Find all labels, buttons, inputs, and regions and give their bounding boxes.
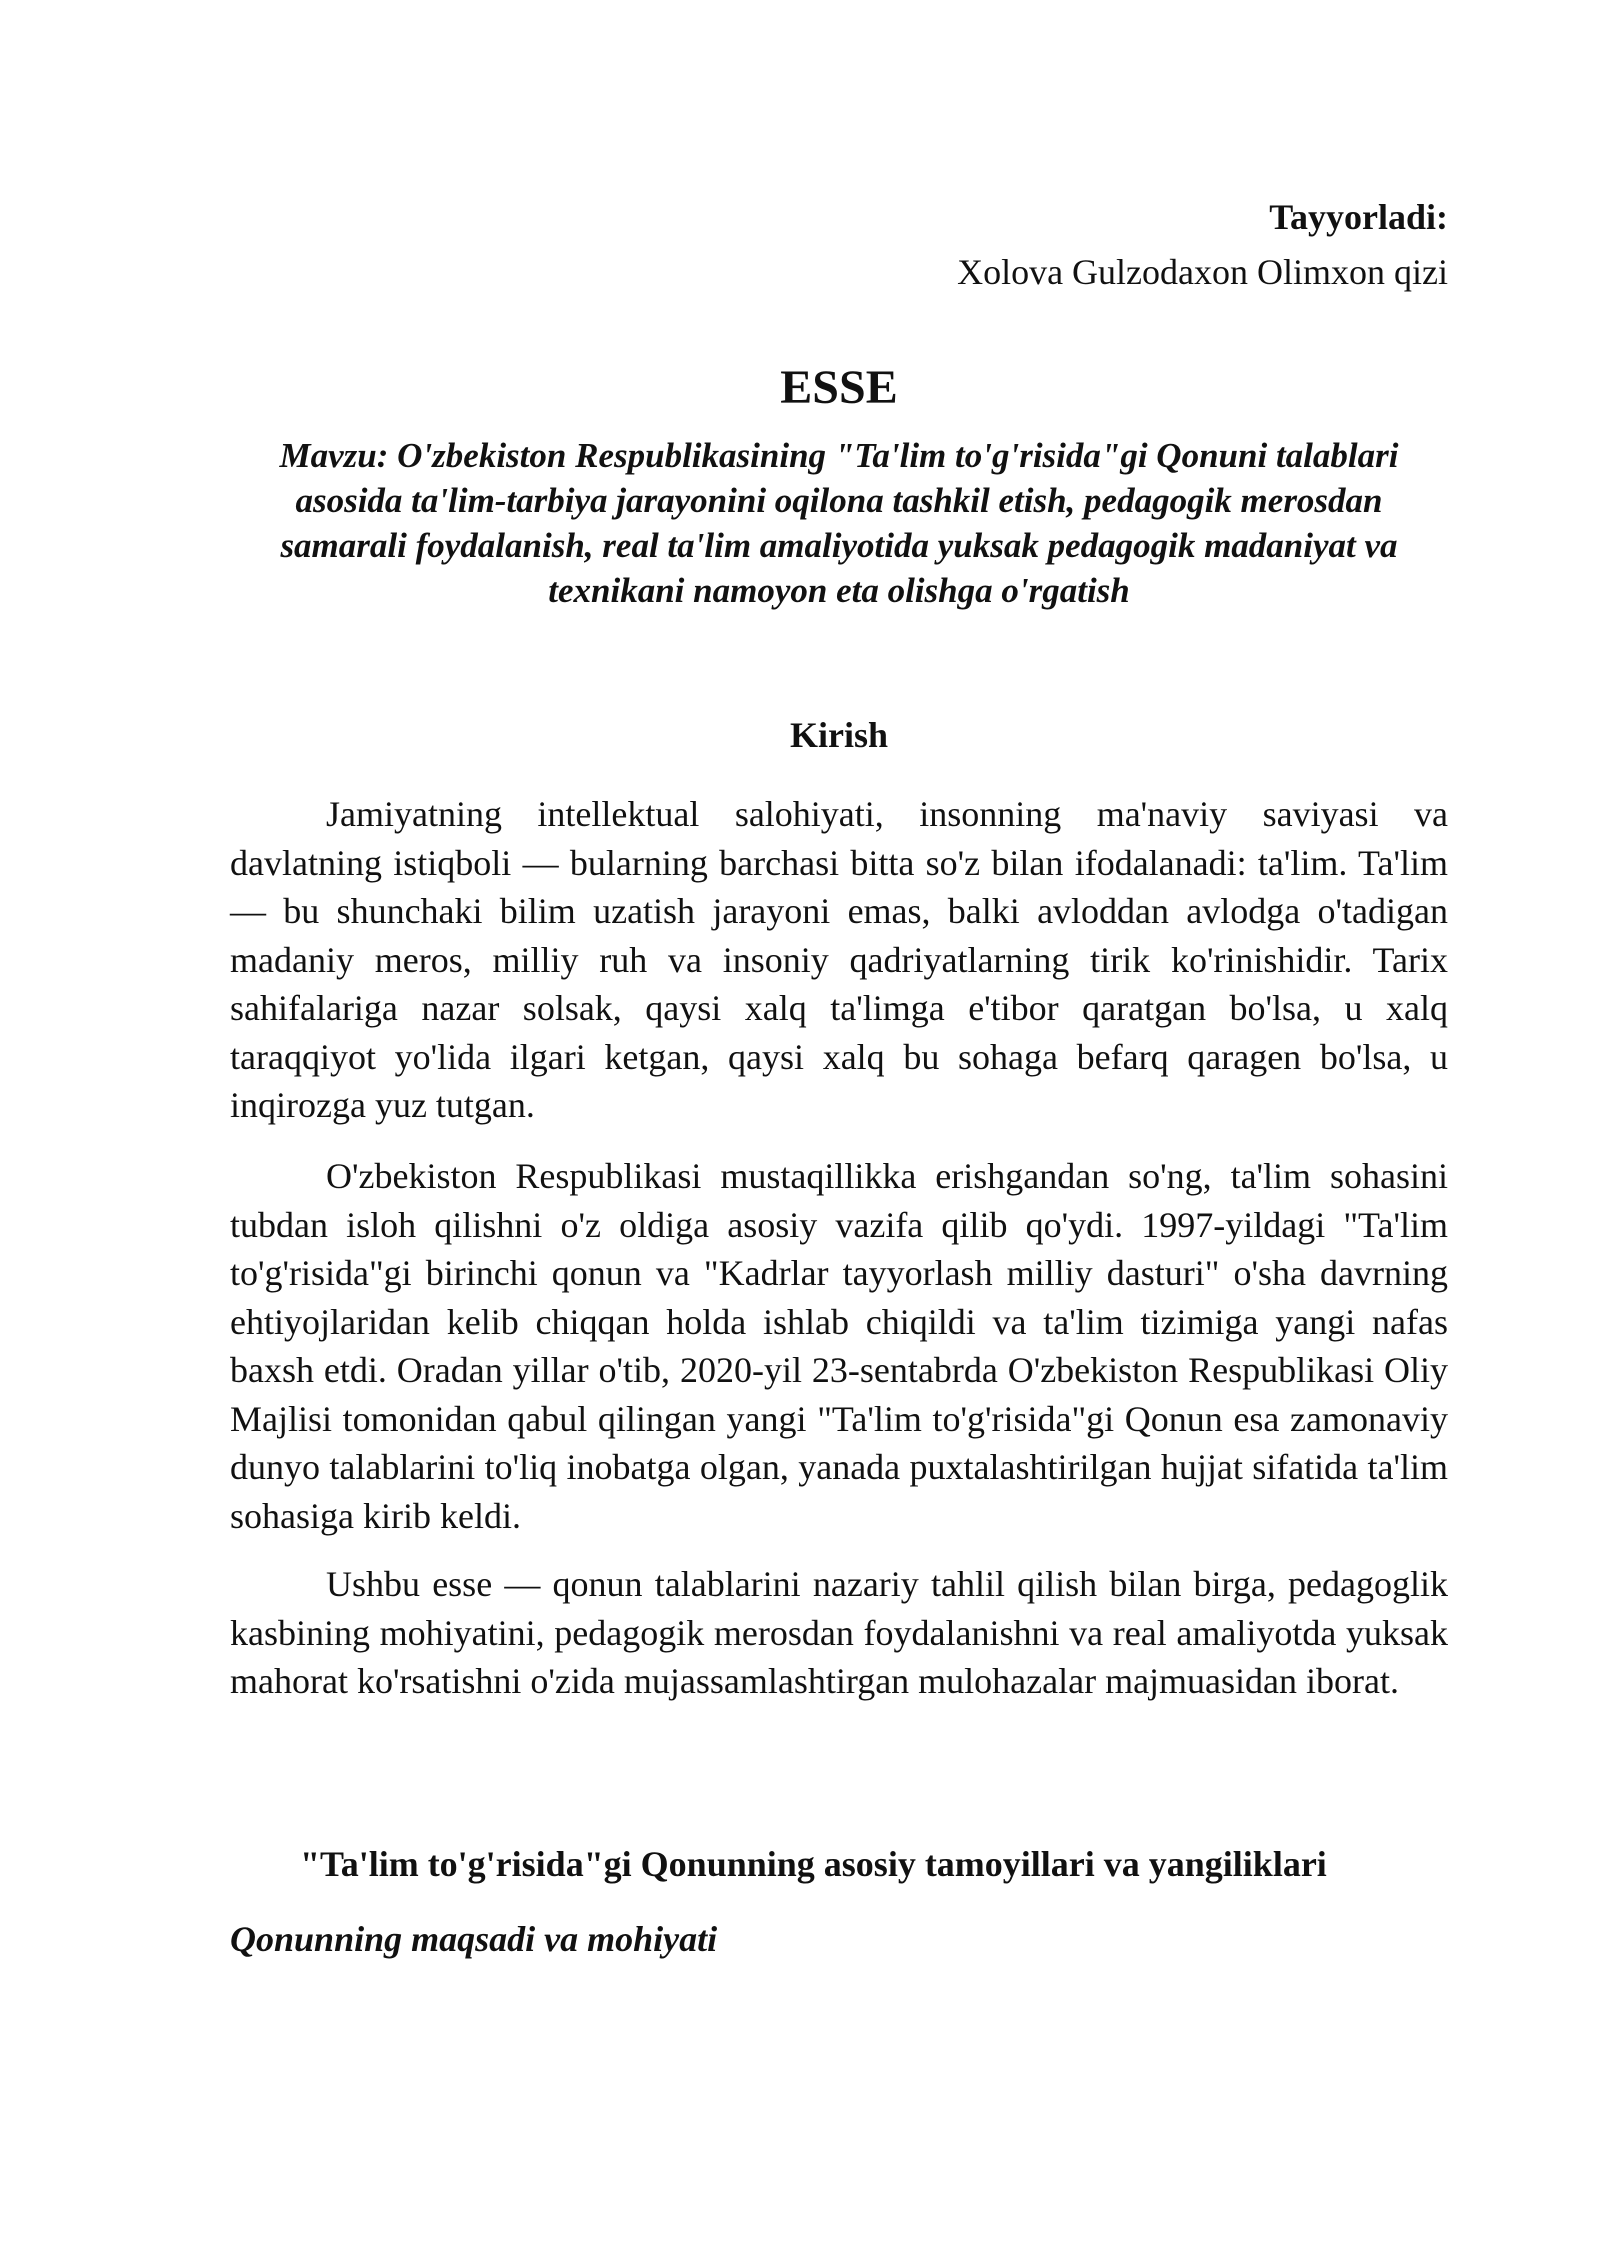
author-name: Xolova Gulzodaxon Olimxon qizi xyxy=(957,252,1448,292)
introduction-paragraph xyxy=(230,1560,1448,1706)
essay-topic: Mavzu: O'zbekiston Respublikasining "Ta'lim to'g'risida"gi Qonuni talablari asosida ta'lim-tarbiya jarayonini oqilona tashkil etish, pedagogik merosdan samarali foydalanish, real ta'lim amaliyotida yuksak pedagogik madaniyat va texnikani namoyon eta olishga o'rgatish xyxy=(279,436,1399,610)
prepared-by-label: Tayyorladi: xyxy=(1269,197,1448,237)
law-section-subheading: Qonunning maqsadi va mohiyati xyxy=(230,1919,718,1959)
paragraph-text: O'zbekiston Respublikasi mustaqillikka erishgandan so'ng, ta'lim sohasini tubdan isloh qilishni o'z oldiga asosiy vazifa qilib qo'ydi. 1997-yildagi "Ta'lim to'g'risida"gi birinchi qonun va "Kadrlar tayyorlash milliy dasturi" o'sha davrning ehtiyojlaridan kelib chiqqan holda ishlab chiqildi va ta'lim tizimiga yangi nafas baxsh etdi. Oradan yillar o'tib, 2020-yil 23-sentabrda O'zbekiston Respublikasi Oliy Majlisi tomonidan qabul qilingan yangi "Ta'lim to'g'risida"gi Qonun esa zamonaviy dunyo talablarini to'liq inobatga olgan, yanada puxtalashtirilgan hujjat sifatida ta'lim sohasiga kirib keldi. xyxy=(230,1156,1448,1536)
document-title: ESSE xyxy=(780,361,898,414)
paragraph-text: Jamiyatning intellektual salohiyati, insonning ma'naviy saviyasi va davlatning istiqboli — bularning barchasi bitta so'z bilan ifodalanadi: ta'lim. Ta'lim — bu shunchaki bilim uzatish jarayoni emas, balki avloddan avlodga o'tadigan madaniy meros, milliy ruh va insoniy qadriyatlarning tirik ko'rinishidir. Tarix sahifalariga nazar solsak, qaysi xalq ta'limga e'tibor qaratgan bo'lsa, u xalq taraqqiyot yo'lida ilgari ketgan, qaysi xalq bu sohaga befarq qaragen bo'lsa, u inqirozga yuz tutgan. xyxy=(230,794,1448,1125)
introduction-paragraph xyxy=(230,790,1448,1130)
introduction-paragraph xyxy=(230,1152,1448,1540)
paragraph-text: Ushbu esse — qonun talablarini nazariy tahlil qilish bilan birga, pedagoglik kasbining mohiyatini, pedagogik merosdan foydalanishni va real amaliyotda yuksak mahorat ko'rsatishni o'zida mujassamlashtirgan mulohazalar majmuasidan iborat. xyxy=(230,1564,1448,1701)
introduction-heading: Kirish xyxy=(789,715,888,755)
law-section-heading: "Ta'lim to'g'risida"gi Qonunning asosiy tamoyillari va yangiliklari xyxy=(300,1844,1327,1884)
